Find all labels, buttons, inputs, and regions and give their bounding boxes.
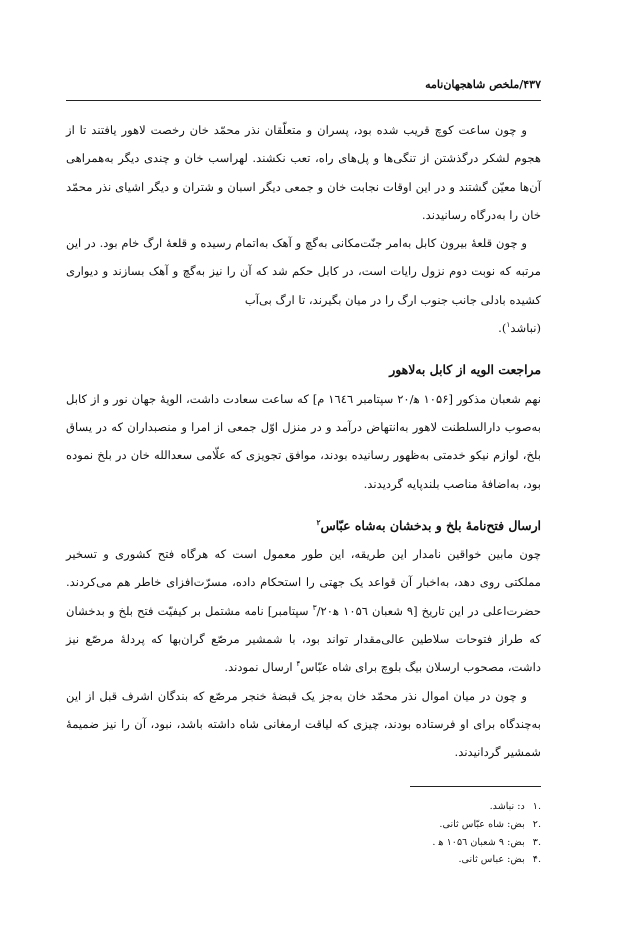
paragraph: و چون در میان اموال نذر محمّد خان به‌جز یک قبضهٔ خنجر مرصّع که بندگان اشرف قبل از این به‌چندگاه برای او فرستاده بودند، چیزی که لیاقت ارمغانی شاه داشته باشد، نبود، آن را نیز ضمیمهٔ شمشیر گردانیدند. [66, 688, 541, 760]
footnote-ref: ۴ [296, 659, 301, 669]
footnote [380, 798, 541, 816]
footnote [380, 816, 541, 834]
footnotes [380, 798, 541, 869]
paragraph-tail-end: ). [498, 321, 507, 336]
footnote-ref: ۱ [506, 320, 511, 330]
footnote-rule [410, 786, 541, 787]
header-rule [66, 100, 541, 101]
footnote-ref: ۲ [316, 517, 321, 527]
section-heading-text: ارسال فتح‌نامهٔ بلخ و بدخشان به‌شاه عبّاس [320, 517, 541, 533]
paragraph-text: و چون قلعهٔ بیرون کابل به‌امر جنّت‌مکانی به‌گچ و آهک به‌اتمام رسیده و قلعهٔ ارگ خام بود. در این مرتبه که نوبت دوم نزول رایات است، در کابل حکم شد که آن را نیز به‌گچ و آهک بسازند و دیواری کشیده بادلی جانب جنوب ارگ را در میان بگیرند، تا ارگ بی‌آب [66, 236, 541, 307]
paragraph-text: ارسال نمودند. [224, 660, 297, 675]
footnote-text: بض: شاه عبّاس ثانی. [439, 818, 525, 830]
footnote [380, 851, 541, 869]
footnote-number: .۱ [532, 801, 541, 812]
paragraph [66, 229, 541, 342]
running-title: ۴۳۷/ملخص شاهجهان‌نامه [425, 78, 541, 91]
footnote [380, 834, 541, 852]
paragraph [66, 540, 541, 681]
paragraph: و چون ساعت کوچ قریب شده بود، پسران و متعلّقان نذر محمّد خان رخصت لاهور یافتند تا از هجوم لشکر درگذشتن از تنگی‌ها و پل‌های راه، تعب نکشند. لهراسب خان و چندی دیگر به‌همراهی آن‌ها معیّن گشتند و در این اوقات نجابت خان و جمعی دیگر اسبان و شتران و دیگر اشیای نذر محمّد خان را به‌درگاه رسانیدند. [66, 123, 541, 222]
footnote-text: بض: ۹ شعبان ۱۰۵٦ ه‍ . [432, 836, 525, 848]
paragraph-text: /۲۰ سپتامبر] نامه مشتمل بر کیفیّت فتح بلخ و بدخشان که طراز فتوحات سلاطین عالی‌مقدار تواند بود، با شمشیر مرصّع گران‌بها که پردلهٔ مرصّع نیز داشت، مصحوب ارسلان بیگ بلوچ برای شاه عبّاس [66, 603, 541, 675]
section-heading: مراجعت الویه از کابل به‌لاهور [389, 362, 541, 378]
paragraph-tail: (نباشد [510, 321, 541, 336]
page-body [66, 116, 541, 767]
footnote-ref: ۳ [312, 602, 317, 612]
section-heading [66, 512, 541, 540]
footnote-number: .۲ [532, 818, 541, 830]
paragraph: نهم شعبان مذکور [۱۰۵۶ ه‍/۲۰ سپتامبر ۱٦٤٦ م] که ساعت سعادت داشت، الویهٔ جهان نور و از کابل به‌صوب دارالسلطنت لاهور به‌انتهاض درآمد و در منزل اوّل جمعی از امرا و منصبداران که در یساق بلخ، لوازم نیکو خدمتی به‌ظهور رسانیده بودند، موافق تجویزی که علّامی سعدالله خان در بلخ نموده بود، به‌اضافهٔ مناصب بلندپایه گردیدند. [66, 391, 541, 491]
page-header [66, 78, 541, 98]
footnote-number: .۳ [532, 836, 541, 848]
footnote-text: بض: عباس ثانی. [458, 854, 525, 866]
paragraph-text: چون مابین خواقین نامدار این طریقه، این طور معمول است که هرگاه فتح کشوری و تسخیر مملکتی روی دهد، به‌اخبار آن قواعد یک جهتی را استحکام داده، مسرّت‌افزای خاطر هم می‌کردند. حضرت‌اعلی در این تاریخ [۹ شعبان ۱۰۵٦ ه‍ [66, 547, 541, 618]
footnote-number: .۴ [532, 854, 541, 866]
footnote-text: د: نباشد. [489, 801, 525, 812]
